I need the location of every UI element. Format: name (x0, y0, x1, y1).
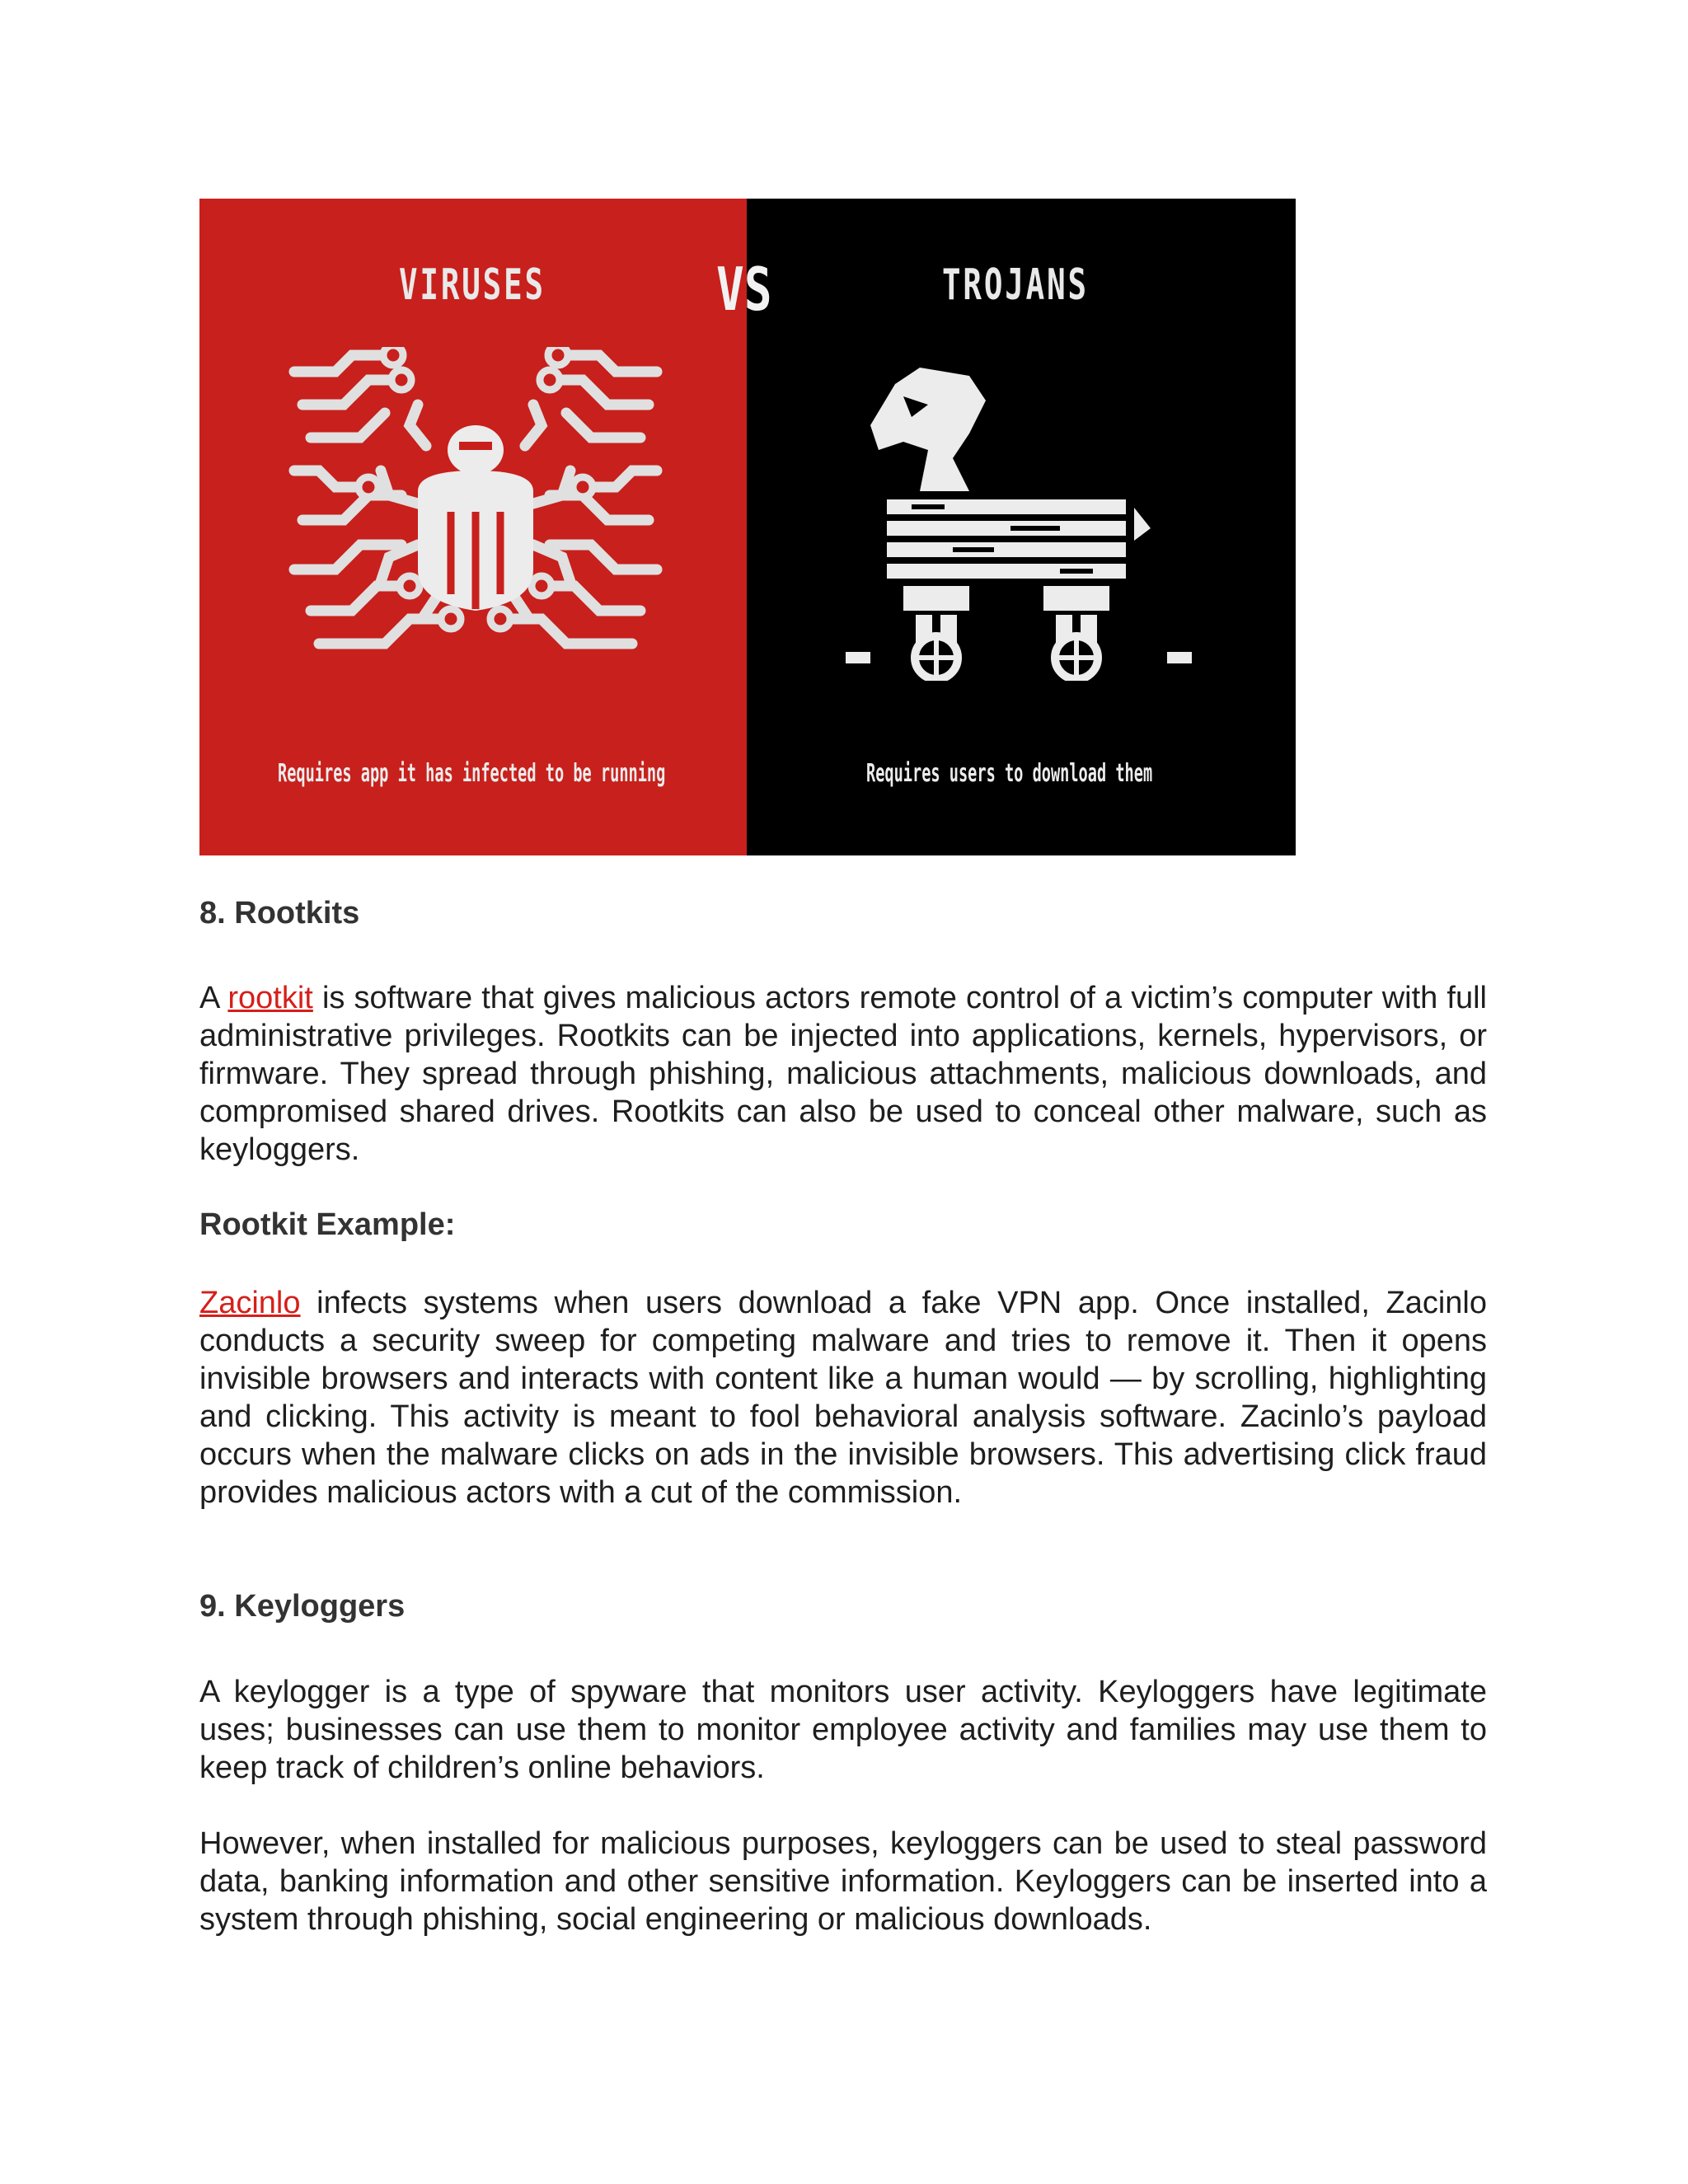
rootkit-example-paragraph (199, 1284, 1487, 1511)
keyloggers-paragraph-2: However, when installed for malicious purposes, keyloggers can be used to steal password data, banking information and other sensitive information. Keyloggers can be inserted into a system through phishing, social engineering or malicious downloads. (199, 1826, 1487, 1937)
trojans-panel (747, 199, 1296, 855)
keyloggers-heading: 9. Keyloggers (199, 1589, 406, 1624)
viruses-panel (199, 199, 747, 855)
zacinlo-text: infects systems when users download a fake VPN app. Once installed, Zacinlo conducts a security sweep for competing malware and tries to remove it. Then it opens invisible browsers and interacts with content like a human would — by scrolling, highlighting and clicking. This activity is meant to fool behavioral analysis software. Zacinlo’s payload occurs when the malware clicks on ads in the invisible browsers. This advertising click fraud provides malicious actors with a cut of the commission. (199, 1286, 1487, 1510)
keyloggers-paragraph-1: A keylogger is a type of spyware that monitors user activity. Keyloggers have legitimate uses; businesses can use them to monitor employee activity and families may use them to keep track of children’s online behaviors. (199, 1675, 1487, 1785)
viruses-vs-trojans-image (199, 199, 1296, 855)
viruses-title: VIRUSES (399, 260, 546, 310)
rootkits-heading: 8. Rootkits (199, 896, 360, 930)
zacinlo-link[interactable]: Zacinlo (199, 1286, 301, 1320)
trojans-title: TROJANS (942, 260, 1089, 310)
rootkit-link[interactable]: rootkit (227, 981, 313, 1015)
rootkit-example-heading: Rootkit Example: (199, 1207, 456, 1242)
virus-bug-icon (286, 347, 665, 677)
rootkits-text-rest: is software that gives malicious actors remote control of a victim’s computer with full administrative privileges. Rootkits can be injected into applications, kernels, hypervisors, or firmware. They spread through phishing, malicious attachments, malicious downloads, and compromised shared drives. Rootkits can also be used to conceal other malware, such as keyloggers. (199, 981, 1488, 1167)
viruses-caption: Requires app it has infected to be running (278, 759, 666, 788)
trojans-caption: Requires users to download them (866, 759, 1153, 788)
rootkits-paragraph (199, 979, 1487, 1169)
rootkits-text-start: A (199, 981, 228, 1015)
vs-label: VS (716, 255, 772, 324)
trojan-horse-icon (846, 368, 1192, 681)
